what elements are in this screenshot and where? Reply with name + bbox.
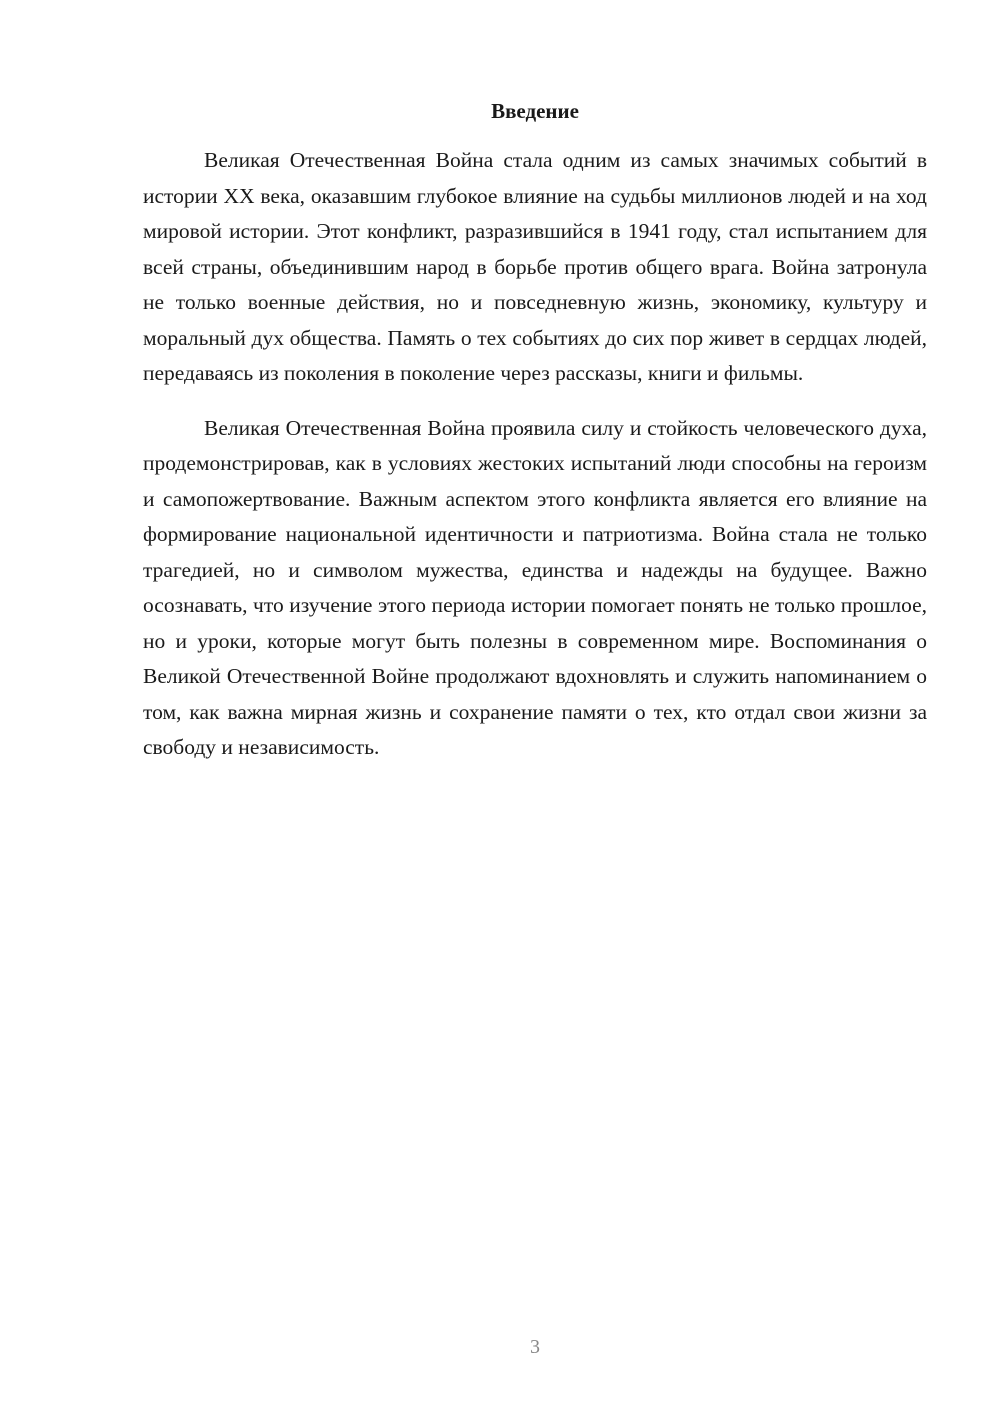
paragraph-2: Великая Отечественная Война проявила силу и стойкость человеческого духа, продемонстрировав, как в условиях жестоких испытаний люди способны на героизм и самопожертвование. Важным аспектом этого конфликта является его влияние на формирование национальной идентичности и патриотизма. Война стала не только трагедией, но и символом мужества, единства и надежды на будущее. Важно осознавать, что изучение этого периода истории помогает понять не только прошлое, но и уроки, которые могут быть полезны в современном мире. Воспоминания о Великой Отечественной Войне продолжают вдохновлять и служить напоминанием о том, как важна мирная жизнь и сохранение памяти о тех, кто отдал свои жизни за свободу и независимость. xyxy=(143,415,927,759)
page-number: 3 xyxy=(530,1336,540,1358)
body-text xyxy=(143,143,927,766)
paragraph-1: Великая Отечественная Война стала одним из самых значимых событий в истории XX века, оказавшим глубокое влияние на судьбы миллионов людей и на ход мировой истории. Этот конфликт, разразившийся в 1941 году, стал испытанием для всей страны, объединившим народ в борьбе против общего врага. Война затронула не только военные действия, но и повседневную жизнь, экономику, культуру и моральный дух общества. Память о тех событиях до сих пор живет в сердцах людей, передаваясь из поколения в поколение через рассказы, книги и фильмы. xyxy=(143,148,927,385)
section-heading: Введение xyxy=(491,99,579,123)
